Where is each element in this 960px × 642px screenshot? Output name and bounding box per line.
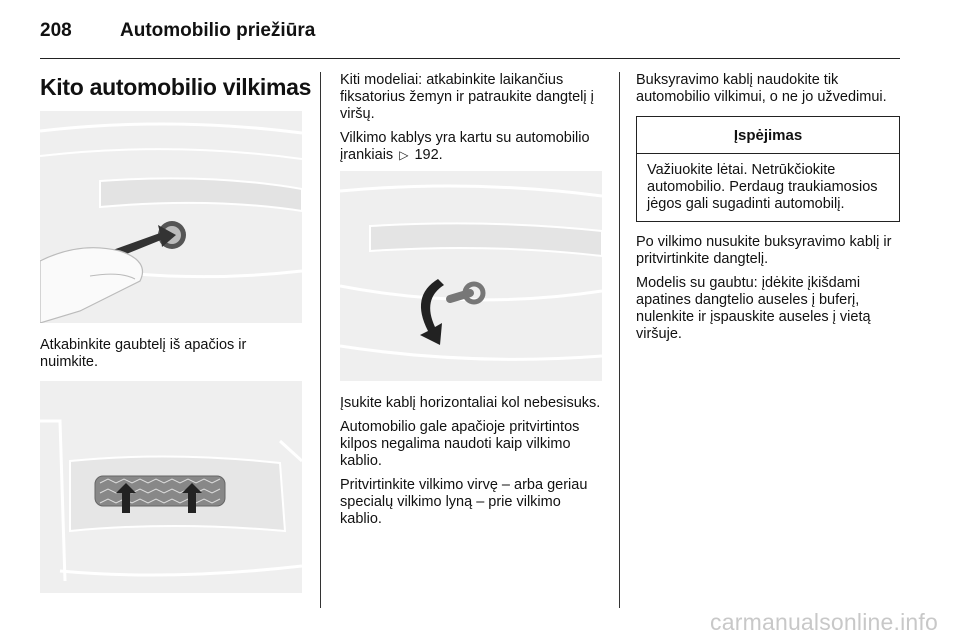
paragraph-screw-in: Įsukite kablį horizontaliai kol nebesisuks.	[340, 395, 601, 411]
cross-reference-arrow-icon: ▷	[399, 148, 409, 162]
page-number: 208	[40, 20, 72, 41]
warning-body: Važiuokite lėtai. Netrūkčiokite automobilio. Perdaug traukiamosios jėgos gali sugadinti automobilį.	[647, 162, 878, 212]
paragraph-cover-model: Modelis su gaubtu: įdėkite įkišdami apatines dangtelio auseles į buferį, nulenkite ir įspauskite auseles į vietą viršuje.	[636, 275, 871, 342]
warning-box	[636, 116, 900, 222]
paragraph-other-models: Kiti modeliai: atkabinkite laikančius fiksatorius žemyn ir patraukite dangtelį į viršų.	[340, 72, 594, 122]
column-middle	[340, 72, 604, 535]
figure-grille-clips	[40, 381, 302, 593]
paragraph-remove-cover: Atkabinkite gaubtelį iš apačios ir nuimkite.	[40, 337, 247, 370]
paragraph-attach-rope: Pritvirtinkite vilkimo virvę – arba geriau specialų vilkimo lyną – prie vilkimo kablio.	[340, 477, 588, 527]
figure-remove-cover	[40, 111, 302, 323]
running-title: Automobilio priežiūra	[120, 20, 316, 41]
column-divider	[320, 72, 321, 608]
paragraph-after-towing: Po vilkimo nusukite buksyravimo kablį ir pritvirtinkite dangtelį.	[636, 234, 892, 267]
column-divider	[619, 72, 620, 608]
header-divider	[40, 58, 900, 59]
column-right	[636, 72, 900, 350]
paragraph-hook-location	[340, 130, 604, 164]
watermark: carmanualsonline.info	[710, 609, 938, 635]
hook-location-text: Vilkimo kablys yra kartu su automobilio įrankiais	[340, 130, 590, 163]
figure-screw-hook	[340, 171, 602, 381]
warning-title: Įspėjimas	[637, 117, 899, 154]
paragraph-rear-loops: Automobilio gale apačioje pritvirtintos kilpos negalima naudoti kaip vilkimo kablio.	[340, 419, 580, 469]
section-heading: Kito automobilio vilkimas	[40, 74, 312, 100]
page-reference: 192.	[414, 147, 443, 163]
column-left	[40, 72, 312, 593]
paragraph-hook-usage: Buksyravimo kablį naudokite tik automobilio vilkimui, o ne jo užvedimui.	[636, 72, 887, 105]
page-header	[40, 14, 920, 54]
